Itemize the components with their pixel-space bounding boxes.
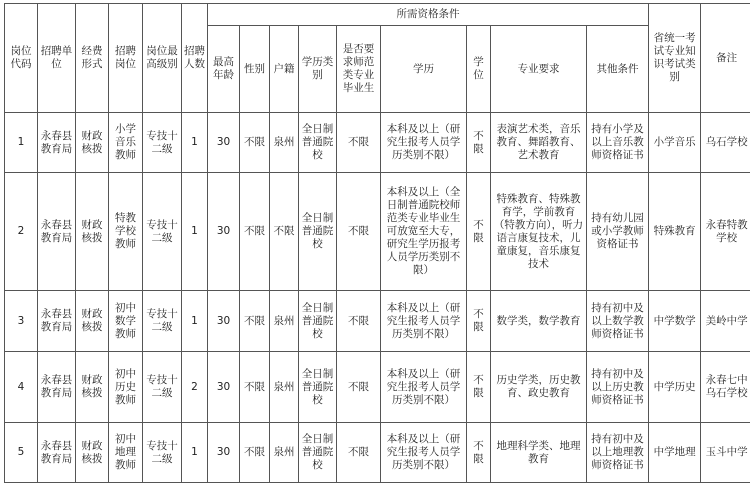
cell-exam: 小学音乐 <box>649 113 701 173</box>
cell-funding: 财政核拨 <box>76 113 109 173</box>
cell-edu-type: 全日制普通院校 <box>299 352 337 423</box>
cell-level: 专技十二级 <box>143 113 182 173</box>
cell-major: 地理科学类、地理教育 <box>491 423 587 483</box>
cell-exam: 中学数学 <box>649 291 701 352</box>
cell-other: 持有小学及以上音乐教师资格证书 <box>587 113 649 173</box>
header-exam-type: 省统一考试专业知识考试类别 <box>649 4 701 113</box>
cell-major: 表演艺术类，音乐教育、舞蹈教育、艺术教育 <box>491 113 587 173</box>
cell-code: 1 <box>5 113 38 173</box>
cell-other: 持有初中及以上地理教师资格证书 <box>587 423 649 483</box>
header-edu-type: 学历类别 <box>299 26 337 113</box>
cell-major: 数学类，数学教育 <box>491 291 587 352</box>
cell-education: 本科及以上（研究生报考人员学历类别不限） <box>381 291 467 352</box>
cell-degree: 不限 <box>467 352 491 423</box>
table-row <box>5 352 750 423</box>
cell-level: 专技十二级 <box>143 423 182 483</box>
cell-funding: 财政核拨 <box>76 352 109 423</box>
cell-other: 持有初中及以上数学教师资格证书 <box>587 291 649 352</box>
cell-degree: 不限 <box>467 113 491 173</box>
cell-hukou: 泉州 <box>270 352 299 423</box>
cell-remark: 美岭中学 <box>701 291 750 352</box>
header-remarks: 备注 <box>701 4 750 113</box>
cell-hukou: 泉州 <box>270 291 299 352</box>
cell-hukou: 泉州 <box>270 423 299 483</box>
cell-remark: 乌石学校 <box>701 113 750 173</box>
cell-normal: 不限 <box>337 173 381 291</box>
cell-post: 初中地理教师 <box>109 423 143 483</box>
header-position-code: 岗位代码 <box>5 4 38 113</box>
cell-count: 1 <box>182 113 208 173</box>
cell-level: 专技十二级 <box>143 291 182 352</box>
cell-age: 30 <box>208 113 240 173</box>
header-level: 岗位最高级别 <box>143 4 182 113</box>
cell-funding: 财政核拨 <box>76 423 109 483</box>
header-major: 专业要求 <box>491 26 587 113</box>
cell-count: 1 <box>182 291 208 352</box>
cell-code: 4 <box>5 352 38 423</box>
cell-count: 2 <box>182 352 208 423</box>
cell-edu-type: 全日制普通院校 <box>299 173 337 291</box>
cell-funding: 财政核拨 <box>76 291 109 352</box>
header-funding: 经费形式 <box>76 4 109 113</box>
cell-level: 专技十二级 <box>143 352 182 423</box>
cell-post: 小学音乐教师 <box>109 113 143 173</box>
header-degree: 学位 <box>467 26 491 113</box>
cell-edu-type: 全日制普通院校 <box>299 423 337 483</box>
cell-gender: 不限 <box>240 423 270 483</box>
cell-gender: 不限 <box>240 352 270 423</box>
cell-normal: 不限 <box>337 352 381 423</box>
cell-remark: 玉斗中学 <box>701 423 750 483</box>
cell-gender: 不限 <box>240 291 270 352</box>
cell-age: 30 <box>208 423 240 483</box>
cell-age: 30 <box>208 352 240 423</box>
cell-count: 1 <box>182 423 208 483</box>
cell-other: 持有初中及以上历史教师资格证书 <box>587 352 649 423</box>
header-gender: 性别 <box>240 26 270 113</box>
recruitment-table <box>4 3 750 483</box>
cell-gender: 不限 <box>240 113 270 173</box>
cell-exam: 中学历史 <box>649 352 701 423</box>
cell-normal: 不限 <box>337 113 381 173</box>
cell-education: 本科及以上（研究生报考人员学历类别不限） <box>381 113 467 173</box>
cell-education: 本科及以上（研究生报考人员学历类别不限） <box>381 352 467 423</box>
cell-unit: 永春县教育局 <box>38 352 76 423</box>
cell-degree: 不限 <box>467 291 491 352</box>
cell-post: 初中数学教师 <box>109 291 143 352</box>
cell-remark: 永春七中 乌石学校 <box>701 352 750 423</box>
cell-hukou: 泉州 <box>270 113 299 173</box>
cell-funding: 财政核拨 <box>76 173 109 291</box>
cell-edu-type: 全日制普通院校 <box>299 113 337 173</box>
cell-exam: 中学地理 <box>649 423 701 483</box>
cell-major: 特殊教育、特殊教育学，学前教育（特教方向），听力语言康复技术，儿童康复，音乐康复技术 <box>491 173 587 291</box>
cell-level: 专技十二级 <box>143 173 182 291</box>
table-row <box>5 291 750 352</box>
cell-edu-type: 全日制普通院校 <box>299 291 337 352</box>
cell-post: 初中历史教师 <box>109 352 143 423</box>
header-normal-grad: 是否要求师范类专业毕业生 <box>337 26 381 113</box>
cell-exam: 特殊教育 <box>649 173 701 291</box>
cell-education: 本科及以上（全日制普通院校师范类专业毕业生可放宽至大专，研究生学历报考人员学历类别不限） <box>381 173 467 291</box>
cell-major: 历史学类，历史教育、政史教育 <box>491 352 587 423</box>
table-row <box>5 173 750 291</box>
header-other: 其他条件 <box>587 26 649 113</box>
header-post: 招聘岗位 <box>109 4 143 113</box>
cell-post: 特教学校教师 <box>109 173 143 291</box>
cell-degree: 不限 <box>467 423 491 483</box>
cell-unit: 永春县教育局 <box>38 173 76 291</box>
cell-other: 持有幼儿园或小学教师资格证书 <box>587 173 649 291</box>
cell-normal: 不限 <box>337 291 381 352</box>
table-row <box>5 423 750 483</box>
cell-gender: 不限 <box>240 173 270 291</box>
cell-count: 1 <box>182 173 208 291</box>
header-qualifications-group: 所需资格条件 <box>208 4 649 26</box>
cell-unit: 永春县教育局 <box>38 113 76 173</box>
cell-remark: 永春特教学校 <box>701 173 750 291</box>
cell-education: 本科及以上（研究生报考人员学历类别不限） <box>381 423 467 483</box>
cell-unit: 永春县教育局 <box>38 291 76 352</box>
cell-code: 2 <box>5 173 38 291</box>
cell-hukou: 不限 <box>270 173 299 291</box>
header-hukou: 户籍 <box>270 26 299 113</box>
cell-code: 3 <box>5 291 38 352</box>
cell-age: 30 <box>208 173 240 291</box>
cell-degree: 不限 <box>467 173 491 291</box>
cell-normal: 不限 <box>337 423 381 483</box>
table-row <box>5 113 750 173</box>
cell-code: 5 <box>5 423 38 483</box>
header-unit: 招聘单位 <box>38 4 76 113</box>
header-education: 学历 <box>381 26 467 113</box>
header-count: 招聘人数 <box>182 4 208 113</box>
cell-unit: 永春县教育局 <box>38 423 76 483</box>
cell-age: 30 <box>208 291 240 352</box>
header-max-age: 最高年龄 <box>208 26 240 113</box>
